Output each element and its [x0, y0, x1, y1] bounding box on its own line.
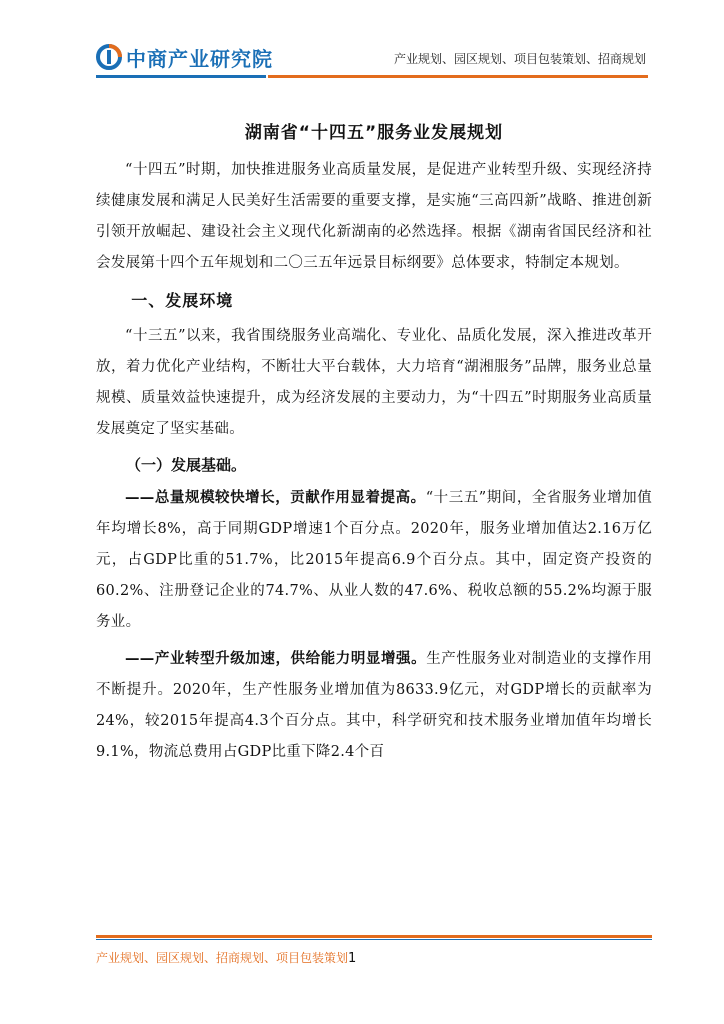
footer-divider-blue — [96, 939, 652, 940]
page-number: 1 — [348, 951, 357, 966]
logo-text: 中商产业研究院 — [126, 46, 273, 71]
footer-tagline: 产业规划、园区规划、招商规划、项目包装策划 — [96, 951, 349, 965]
item-lead-1: ——总量规模较快增长，贡献作用显着提高。 — [125, 490, 426, 506]
subsection-heading: （一）发展基础。 — [126, 456, 247, 474]
section-paragraph: “十三五”以来，我省围绕服务业高端化、专业化、品质化发展，深入推进改革开放，着力优化产业结构，不断壮大平台载体，大力培育“湖湘服务”品牌，服务业总量规模、质量效益快速提升，成为经济发展的主要动力，为“十四五”时期服务业高质量发展奠定了坚实基础。 — [96, 328, 652, 437]
header-divider-orange — [268, 75, 648, 78]
page-footer — [0, 925, 724, 985]
footer-text — [96, 949, 356, 966]
item-paragraph-1 — [96, 483, 652, 638]
item-lead-2: ——产业转型升级加速，供给能力明显增强。 — [125, 651, 427, 667]
header-divider-blue — [96, 75, 266, 78]
footer-divider-orange — [96, 935, 652, 938]
logo — [96, 42, 273, 72]
page-header — [0, 0, 724, 80]
intro-paragraph: “十四五”时期，加快推进服务业高质量发展，是促进产业转型升级、实现经济持续健康发展和满足人民美好生活需要的重要支撑，是实施“三高四新”战略、推进创新引领开放崛起、建设社会主义现代化新湖南的必然选择。根据《湖南省国民经济和社会发展第十四个五年规划和二〇三五年远景目标纲要》总体要求，特制定本规划。 — [96, 162, 652, 271]
item-text-1: “十三五”期间，全省服务业增加值年均增长8%，高于同期GDP增速1个百分点。2020年，服务业增加值达2.16万亿元，占GDP比重的51.7%，比2015年提高6.9个百分点。其中，固定资产投资的60.2%、注册登记企业的74.7%、从业人数的47.6%、税收总额的55.2%均源于服务业。 — [96, 490, 653, 630]
logo-icon — [96, 44, 122, 70]
header-tagline: 产业规划、园区规划、项目包装策划、招商规划 — [393, 52, 646, 66]
item-paragraph-2 — [96, 644, 652, 768]
item-text-2: 生产性服务业对制造业的支撑作用不断提升。2020年，生产性服务业增加值为8633.9亿元，对GDP增长的贡献率为24%，较2015年提高4.3个百分点。其中，科学研究和技术服务业增加值年均增长9.1%，物流总费用占GDP比重下降2.4个百 — [96, 651, 653, 760]
section-heading: 一、发展环境 — [131, 291, 234, 310]
document-body — [96, 118, 652, 768]
document-title: 湖南省“十四五”服务业发展规划 — [244, 123, 504, 143]
